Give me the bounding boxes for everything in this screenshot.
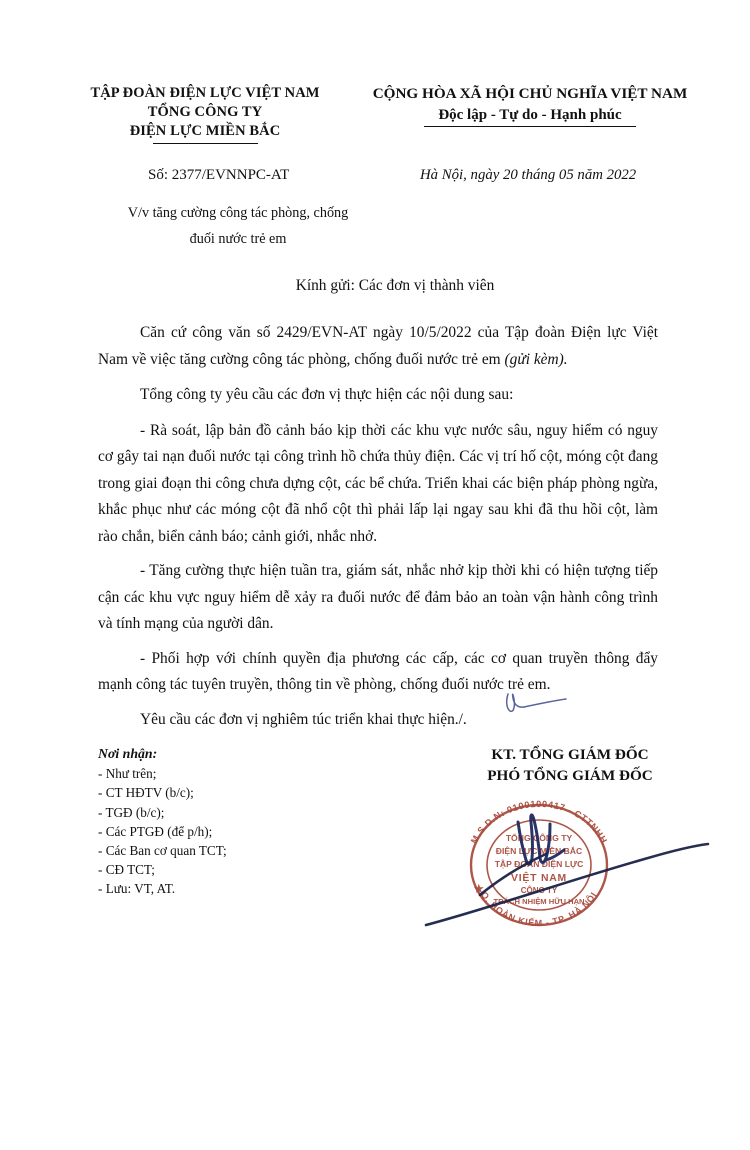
signature-title-line-2: PHÓ TỔNG GIÁM ĐỐC [487, 767, 653, 784]
list-item: - Như trên; [98, 766, 157, 782]
paragraph-request: Tổng công ty yêu cầu các đơn vị thực hiện các nội dung sau: [140, 386, 514, 403]
recipient-line: Kính gửi: Các đơn vị thành viên [295, 277, 495, 294]
paragraph-basis-attachment: (gửi kèm). [504, 350, 568, 368]
svg-text:★: ★ [473, 882, 485, 897]
list-item: - Các Ban cơ quan TCT; [98, 843, 227, 859]
org-underline [153, 143, 258, 144]
place-and-date: Hà Nội, ngày 20 tháng 05 năm 2022 [420, 167, 637, 183]
list-item: - CT HĐTV (b/c); [98, 785, 194, 801]
svg-text:VIỆT NAM: VIỆT NAM [510, 873, 568, 884]
svg-text:CÔNG TY: CÔNG TY [520, 886, 558, 895]
svg-text:ĐIỆN LỰC MIỀN BẮC: ĐIỆN LỰC MIỀN BẮC [495, 846, 583, 856]
svg-text:Q. HOÀN KIẾM - TP. HÀ NỘI: Q. HOÀN KIẾM - TP. HÀ NỘI [478, 889, 600, 927]
svg-text:TỔNG CÔNG TY: TỔNG CÔNG TY [505, 833, 573, 843]
list-item: - TGĐ (b/c); [98, 804, 165, 820]
paragraph-bullet-3: - Phối hợp với chính quyền địa phương các cấp, các cơ quan truyền thông đẩy mạnh công tác tuyên truyền, thông tin về phòng, chống đuối nước trẻ em. [98, 649, 658, 693]
document-body [98, 320, 658, 741]
paragraph-closing: Yêu cầu các đơn vị nghiêm túc triển khai thực hiện./. [140, 710, 467, 728]
paragraph-bullet-2: - Tăng cường thực hiện tuần tra, giám sát, nhắc nhở kịp thời khi có hiện tượng tiếp cận các khu vực nguy hiểm dễ xảy ra đuối nước để đảm bảo an toàn vận hành công trình và tính mạng của người dân. [98, 562, 658, 632]
list-item: - Các PTGĐ (để p/h); [98, 823, 213, 839]
list-item: - Lưu: VT, AT. [98, 881, 176, 897]
paragraph-bullet-1: - Rà soát, lập bản đồ cảnh báo kịp thời các khu vực nước sâu, nguy hiểm có nguy cơ gây tai nạn đuối nước tại công trình hồ chứa thủy điện. Các vị trí hố cột, móng cột đang trong giai đoạn thi công chưa dựng cột, các bể chứa. Triển khai các biện pháp phòng ngừa, khắc phục như các móng cột đã nhổ cột thì phải lấp lại ngay sau khi đã thu hồi cột, làm rào chắn, biển cảnh báo; cảnh giới, nhắc nhở. [98, 421, 658, 545]
document-header [0, 84, 750, 144]
recipients-list [98, 744, 227, 899]
svg-text:TẬP ĐOÀN ĐIỆN LỰC: TẬP ĐOÀN ĐIỆN LỰC [494, 859, 584, 869]
signature-block [440, 744, 700, 786]
org-line-1: TẬP ĐOÀN ĐIỆN LỰC VIỆT NAM [90, 85, 320, 101]
subject-line-2: đuối nước trẻ em [189, 231, 287, 247]
svg-text:M.S.D.N: 0100100417 - CTTNHH: M.S.D.N: 0100100417 - CTTNHH [468, 798, 610, 846]
recipients-title: Nơi nhận: [98, 746, 158, 761]
document-subject [88, 200, 388, 252]
motto-underline [424, 126, 636, 127]
national-heading [365, 84, 695, 127]
signature-title-line-1: KT. TỔNG GIÁM ĐỐC [491, 746, 649, 763]
paragraph-basis [98, 320, 658, 373]
national-motto: Độc lập - Tự do - Hạnh phúc [438, 107, 622, 123]
org-line-2: TỔNG CÔNG TY [147, 104, 263, 120]
org-line-3: ĐIỆN LỰC MIỀN BẮC [129, 123, 281, 139]
official-seal-stamp [455, 795, 623, 927]
subject-line-1: V/v tăng cường công tác phòng, chống [127, 205, 349, 221]
document-number: Số: 2377/EVNNPC-AT [148, 167, 290, 183]
paragraph-basis-text: Căn cứ công văn số 2429/EVN-AT ngày 10/5/2022 của Tập đoàn Điện lực Việt Nam về việc tăng cường công tác phòng, chống đuối nước trẻ em [98, 324, 658, 368]
svg-text:TRÁCH NHIỆM HỮU HẠN: TRÁCH NHIỆM HỮU HẠN [493, 897, 585, 906]
issuing-organization [55, 84, 355, 144]
list-item: - CĐ TCT; [98, 862, 155, 878]
nation-title: CỘNG HÒA XÃ HỘI CHỦ NGHĨA VIỆT NAM [372, 85, 688, 102]
